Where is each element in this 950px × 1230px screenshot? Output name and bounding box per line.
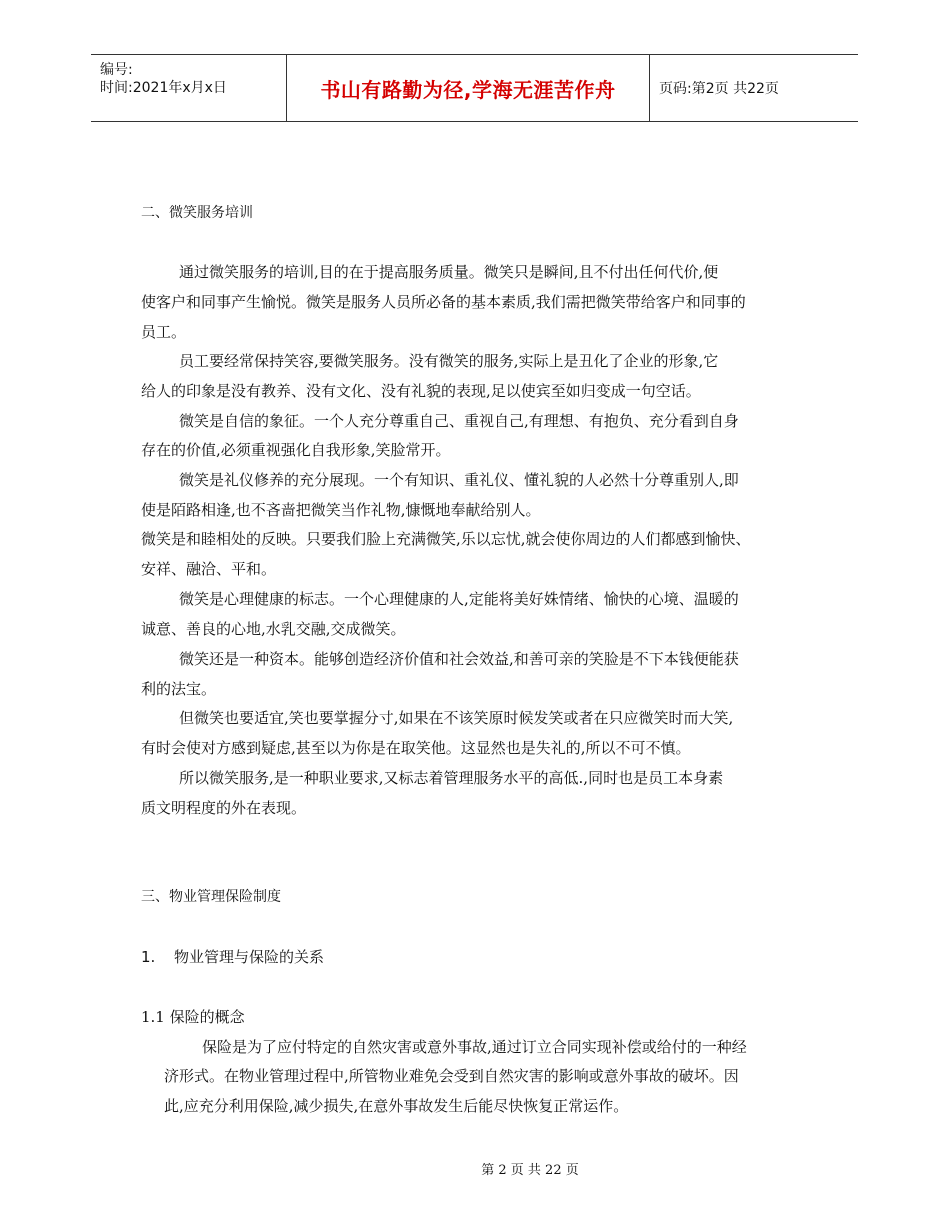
section-3-title: 三、物业管理保险制度 (141, 889, 281, 905)
header-table (91, 54, 858, 122)
paragraph-line: 此,应充分利用保险,减少损失,在意外事故发生后能尽快恢复正常运作。 (164, 1097, 629, 1115)
paragraph-line: 使客户和同事产生愉悦。微笑是服务人员所必备的基本素质,我们需把微笑带给客户和同事的 (141, 293, 746, 311)
paragraph-line: 给人的印象是没有教养、没有文化、没有礼貌的表现,足以使宾至如归变成一句空话。 (141, 382, 701, 400)
document-time-label: 时间:2021年x月x日 (100, 80, 227, 96)
paragraph-line: 质文明程度的外在表现。 (141, 799, 307, 817)
paragraph-line: 存在的价值,必须重视强化自我形象,笑脸常开。 (141, 441, 451, 459)
paragraph-line: 使是陌路相逢,也不吝啬把微笑当作礼物,慷慨地奉献给别人。 (141, 501, 541, 519)
paragraph-line: 济形式。在物业管理过程中,所管物业难免会受到自然灾害的影响或意外事故的破坏。因 (164, 1067, 739, 1085)
paragraph-line: 通过微笑服务的培训,目的在于提高服务质量。微笑只是瞬间,且不付出任何代价,便 (179, 263, 719, 281)
paragraph-line: 微笑是和睦相处的反映。只要我们脸上充满微笑,乐以忘忧,就会使你周边的人们都感到愉快、 (141, 530, 751, 548)
header-meta-cell (91, 55, 286, 121)
header-motto: 书山有路勤为径,学海无涯苦作舟 (320, 77, 616, 102)
paragraph-line: 微笑是礼仪修养的充分展现。一个有知识、重礼仪、懂礼貌的人必然十分尊重别人,即 (179, 471, 739, 489)
document-number-label: 编号: (100, 62, 133, 78)
header-page-cell (649, 55, 858, 121)
section-2-title: 二、微笑服务培训 (141, 205, 253, 221)
paragraph-line: 所以微笑服务,是一种职业要求,又标志着管理服务水平的高低.,同时也是员工本身素 (179, 769, 724, 787)
paragraph-line: 员工。 (141, 323, 187, 341)
header-motto-cell (286, 55, 650, 121)
paragraph-line: 利的法宝。 (141, 680, 217, 698)
paragraph-line: 微笑还是一种资本。能够创造经济价值和社会效益,和善可亲的笑脸是不下本钱便能获 (179, 650, 739, 668)
paragraph-line: 有时会使对方感到疑虑,甚至以为你是在取笑他。这显然也是失礼的,所以不可不慎。 (141, 739, 691, 757)
subsection-1-1-title: 1.1 保险的概念 (141, 1008, 245, 1026)
paragraph-line: 诚意、善良的心地,水乳交融,交成微笑。 (141, 620, 406, 638)
subsection-1-number: 1. (141, 948, 156, 966)
header-page-info: 页码:第2页 共22页 (659, 81, 779, 97)
paragraph-line: 但微笑也要适宜,笑也要掌握分寸,如果在不该笑原时候发笑或者在只应微笑时而大笑, (179, 709, 734, 727)
paragraph-line: 微笑是自信的象征。一个人充分尊重自己、重视自己,有理想、有抱负、充分看到自身 (179, 412, 739, 430)
paragraph-line: 安祥、融洽、平和。 (141, 560, 277, 578)
subsection-1-title: 物业管理与保险的关系 (174, 948, 325, 966)
page-footer: 第 2 页 共 22 页 (481, 1163, 579, 1178)
paragraph-line: 保险是为了应付特定的自然灾害或意外事故,通过订立合同实现补偿或给付的一种经 (202, 1038, 747, 1056)
paragraph-line: 微笑是心理健康的标志。一个心理健康的人,定能将美好姝情绪、愉快的心境、温暖的 (179, 590, 739, 608)
paragraph-line: 员工要经常保持笑容,要微笑服务。没有微笑的服务,实际上是丑化了企业的形象,它 (179, 352, 719, 370)
